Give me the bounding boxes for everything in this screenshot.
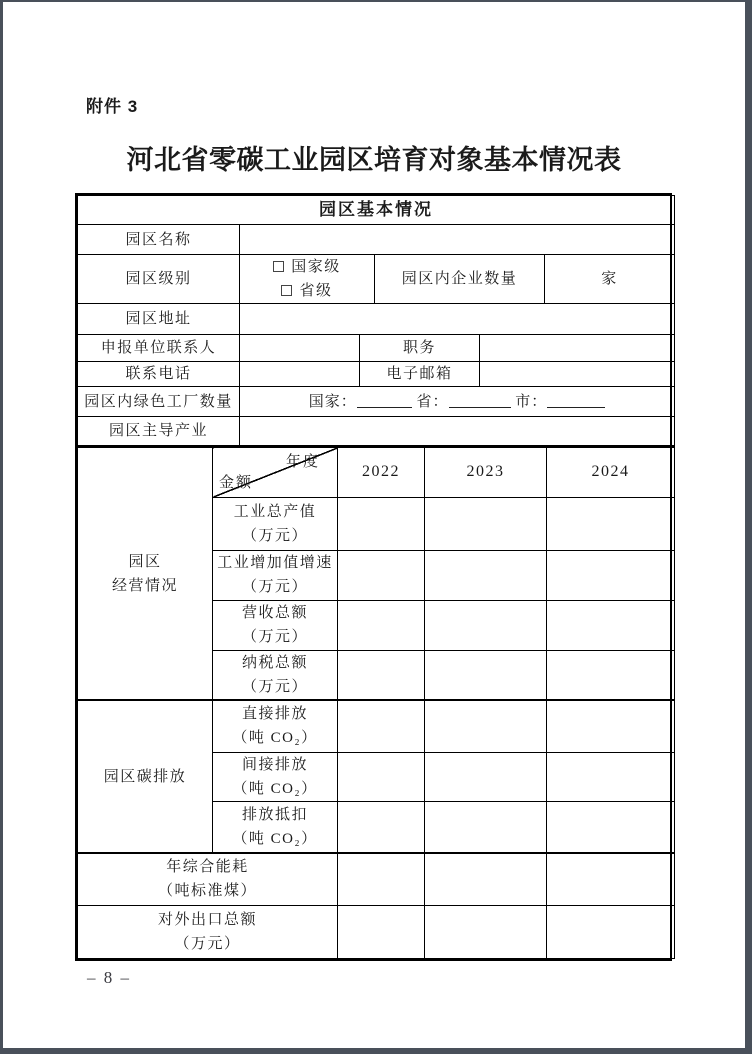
phone-label: 联系电话 <box>78 362 240 387</box>
table-matrix <box>77 446 675 959</box>
input-cell[interactable] <box>547 497 675 550</box>
input-cell[interactable] <box>547 700 675 752</box>
year-header-2023: 2023 <box>425 447 547 497</box>
input-cell[interactable] <box>338 700 425 752</box>
email-input-cell[interactable] <box>480 362 675 387</box>
table-upper <box>77 195 675 446</box>
input-cell[interactable] <box>547 752 675 801</box>
enterprise-count-label: 园区内企业数量 <box>375 255 545 304</box>
input-cell[interactable] <box>547 650 675 700</box>
input-cell[interactable] <box>338 853 425 905</box>
page-title: 河北省零碳工业园区培育对象基本情况表 <box>126 145 622 175</box>
diagonal-year-label: 年度 <box>285 454 320 470</box>
input-cell[interactable] <box>425 550 547 600</box>
metric-label-added-value-growth: 工业增加值增速 （万元） <box>213 550 338 600</box>
option-label: 省级 <box>299 283 333 299</box>
main-industry-label: 园区主导产业 <box>78 417 240 446</box>
input-cell[interactable] <box>547 905 675 958</box>
park-address-input-cell[interactable] <box>240 304 675 335</box>
national-count-label: 国家： <box>308 393 357 410</box>
input-cell[interactable] <box>425 700 547 752</box>
position-label: 职务 <box>360 335 480 362</box>
phone-input-cell[interactable] <box>240 362 360 387</box>
contact-person-label: 申报单位联系人 <box>78 335 240 362</box>
metric-label-annual-energy: 年综合能耗 （吨标准煤） <box>78 853 338 905</box>
table-header: 园区基本情况 <box>78 196 675 225</box>
input-cell[interactable] <box>338 650 425 700</box>
input-cell[interactable] <box>338 497 425 550</box>
park-name-label: 园区名称 <box>78 225 240 255</box>
input-cell[interactable] <box>425 853 547 905</box>
option-label: 国家级 <box>291 259 341 275</box>
metric-label-revenue: 营收总额 （万元） <box>213 600 338 650</box>
metric-label-direct-emission: 直接排放 （吨 CO₂） <box>213 700 338 752</box>
metric-label-emission-offset: 排放抵扣 （吨 CO₂） <box>213 801 338 853</box>
park-address-label: 园区地址 <box>78 304 240 335</box>
input-cell[interactable] <box>425 801 547 853</box>
green-factory-label: 园区内绿色工厂数量 <box>78 387 240 417</box>
park-level-options-cell <box>240 255 375 304</box>
metric-label-indirect-emission: 间接排放 （吨 CO₂） <box>213 752 338 801</box>
metric-label-export-total: 对外出口总额 （万元） <box>78 905 338 958</box>
metric-label-output-value: 工业总产值 （万元） <box>213 497 338 550</box>
input-cell[interactable] <box>547 801 675 853</box>
main-industry-input-cell[interactable] <box>240 417 675 446</box>
national-count-blank[interactable] <box>357 393 412 408</box>
group-label-operation: 园区 经营情况 <box>78 447 213 700</box>
metric-label-tax: 纳税总额 （万元） <box>213 650 338 700</box>
input-cell[interactable] <box>425 752 547 801</box>
input-cell[interactable] <box>547 550 675 600</box>
province-count-label: 省： <box>416 393 449 410</box>
attachment-label: 附件 3 <box>86 97 139 116</box>
document-page <box>3 2 745 1048</box>
checkbox-icon[interactable] <box>281 285 292 296</box>
input-cell[interactable] <box>425 600 547 650</box>
year-header-2024: 2024 <box>547 447 675 497</box>
year-header-2022: 2022 <box>338 447 425 497</box>
input-cell[interactable] <box>425 650 547 700</box>
city-count-label: 市： <box>515 393 548 410</box>
email-label: 电子邮箱 <box>360 362 480 387</box>
input-cell[interactable] <box>547 600 675 650</box>
park-name-input-cell[interactable] <box>240 225 675 255</box>
input-cell[interactable] <box>338 905 425 958</box>
diagonal-header-cell <box>213 447 338 497</box>
park-level-option-province[interactable] <box>281 283 332 299</box>
enterprise-count-unit-cell[interactable]: 家 <box>545 255 675 304</box>
park-level-option-national[interactable] <box>273 259 341 275</box>
green-factory-blanks-cell <box>240 387 675 417</box>
checkbox-icon[interactable] <box>273 261 284 272</box>
park-level-label: 园区级别 <box>78 255 240 304</box>
input-cell[interactable] <box>338 801 425 853</box>
contact-person-input-cell[interactable] <box>240 335 360 362</box>
input-cell[interactable] <box>338 600 425 650</box>
input-cell[interactable] <box>338 752 425 801</box>
input-cell[interactable] <box>547 853 675 905</box>
position-input-cell[interactable] <box>480 335 675 362</box>
province-count-blank[interactable] <box>449 393 511 408</box>
input-cell[interactable] <box>338 550 425 600</box>
city-count-blank[interactable] <box>547 393 605 408</box>
group-label-carbon-emission: 园区碳排放 <box>78 700 213 853</box>
page-number: – 8 – <box>87 968 131 987</box>
diagonal-amount-label: 金额 <box>219 474 254 491</box>
input-cell[interactable] <box>425 905 547 958</box>
basic-info-table <box>75 193 672 961</box>
input-cell[interactable] <box>425 497 547 550</box>
